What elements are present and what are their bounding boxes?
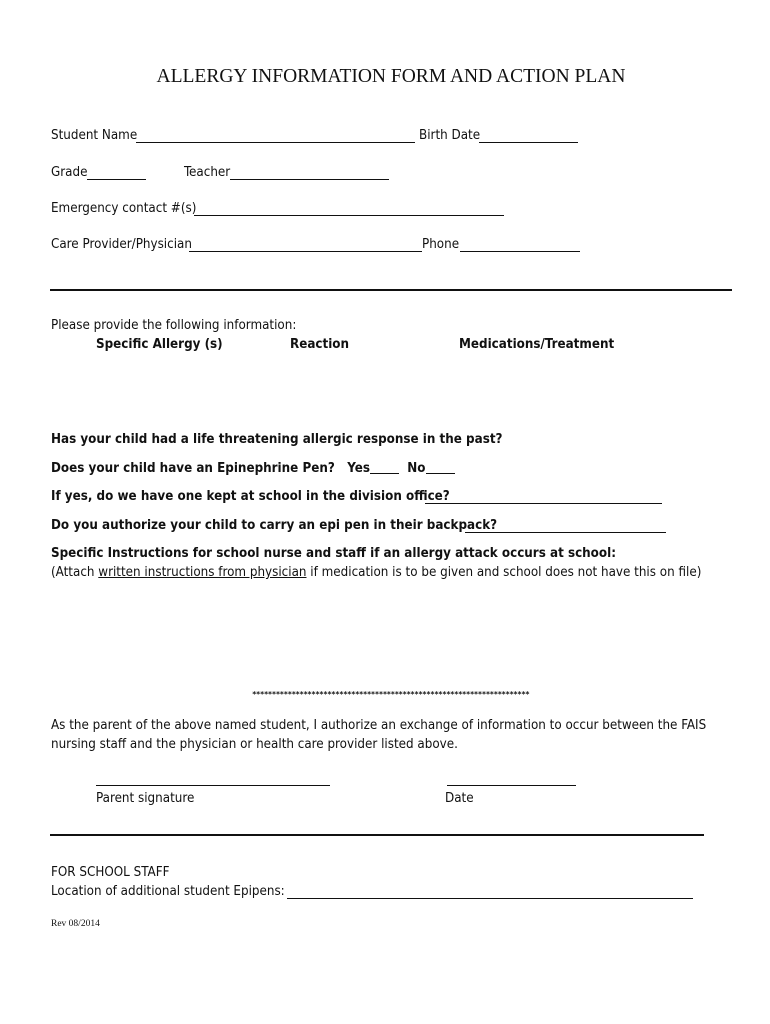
date-field[interactable]	[447, 785, 576, 786]
authorization-line-1: As the parent of the above named student, I authorize an exchange of information to occur between the FAIS	[51, 718, 707, 733]
physician-instructions-link: written instructions from physician	[98, 565, 307, 580]
parent-signature-label: Parent signature	[96, 791, 195, 806]
section-divider-top	[50, 289, 732, 291]
note-prefix: (Attach	[51, 565, 99, 580]
authorization-line-2: nursing staff and the physician or health care provider listed above.	[51, 737, 458, 752]
grade-label: Grade	[51, 165, 88, 180]
emergency-contact-field[interactable]	[194, 215, 504, 216]
yes-field[interactable]	[370, 472, 399, 474]
question-life-threatening: Has your child had a life threatening allergic response in the past?	[51, 432, 503, 447]
revision-label: Rev 08/2014	[51, 919, 100, 929]
specific-instructions-heading: Specific Instructions for school nurse and staff if an allergy attack occurs at school:	[51, 546, 617, 561]
allergy-intro: Please provide the following information:	[51, 318, 297, 333]
teacher-field[interactable]	[230, 179, 389, 180]
col-specific-allergy: Specific Allergy (s)	[96, 337, 223, 352]
no-label: No	[407, 461, 426, 476]
birth-date-label: Birth Date	[419, 128, 481, 143]
question-carry-epi-pen: Do you authorize your child to carry an epi pen in their backpack?	[51, 518, 498, 533]
question-epinephrine-pen	[51, 461, 455, 476]
student-name-label: Student Name	[51, 128, 138, 143]
epipen-location-label: Location of additional student Epipens:	[51, 884, 285, 899]
no-field[interactable]	[426, 472, 455, 474]
care-provider-field[interactable]	[189, 251, 422, 252]
student-name-field[interactable]	[136, 142, 415, 143]
date-label: Date	[445, 791, 474, 806]
col-medications-treatment: Medications/Treatment	[459, 337, 615, 352]
question-kept-at-school: If yes, do we have one kept at school in the division office?	[51, 489, 450, 504]
phone-field[interactable]	[460, 251, 580, 252]
epipen-location-field[interactable]	[287, 898, 693, 899]
instructions-note	[51, 565, 701, 580]
parent-signature-field[interactable]	[96, 785, 330, 786]
epinephrine-question-text: Does your child have an Epinephrine Pen?	[51, 461, 335, 476]
carry-epi-pen-field[interactable]	[465, 532, 666, 533]
note-suffix: if medication is to be given and school does not have this on file)	[306, 565, 702, 580]
emergency-contact-label: Emergency contact #(s)	[51, 201, 197, 216]
birth-date-field[interactable]	[479, 142, 578, 143]
care-provider-label: Care Provider/Physician	[51, 237, 192, 252]
asterisk-separator: **********************************************************************	[252, 690, 530, 699]
school-staff-heading: FOR SCHOOL STAFF	[51, 865, 170, 880]
phone-label: Phone	[422, 237, 460, 252]
form-title: ALLERGY INFORMATION FORM AND ACTION PLAN	[156, 66, 626, 87]
section-divider-bottom	[50, 834, 704, 836]
col-reaction: Reaction	[290, 337, 350, 352]
grade-field[interactable]	[87, 179, 146, 180]
teacher-label: Teacher	[184, 165, 231, 180]
kept-at-school-field[interactable]	[425, 503, 662, 504]
yes-label: Yes	[347, 461, 370, 476]
